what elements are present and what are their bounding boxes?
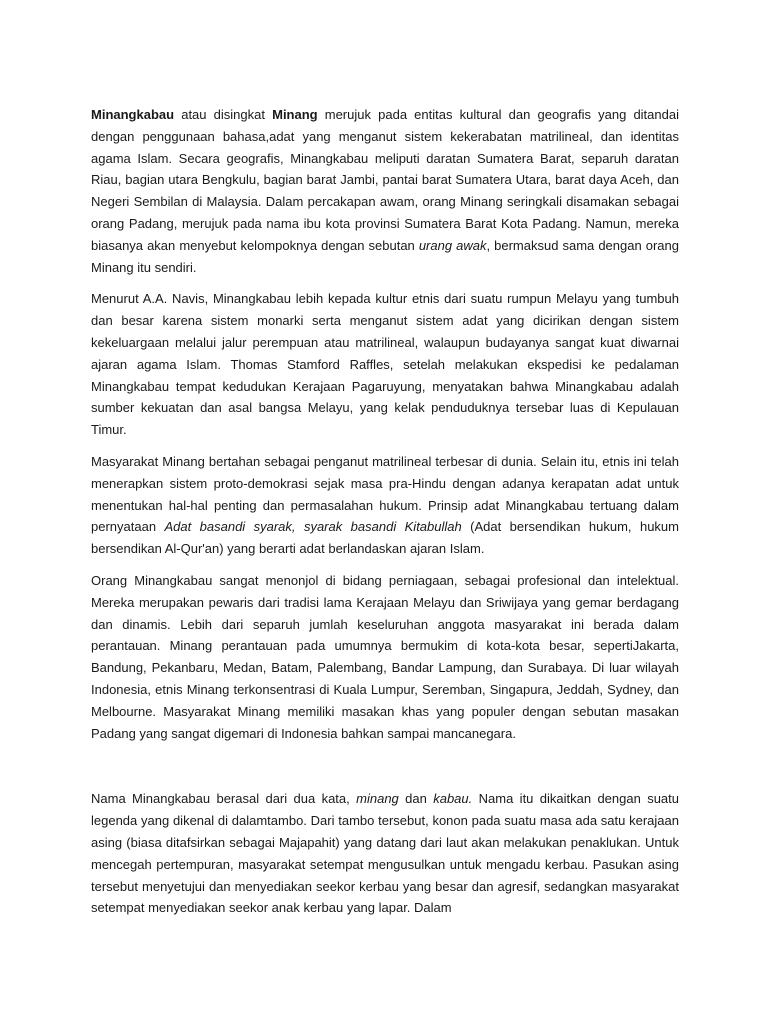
paragraph-2 (91, 288, 679, 441)
paragraph-4 (91, 570, 679, 744)
bold-term: Minangkabau (91, 107, 175, 122)
text-run: atau disingkat (174, 107, 273, 122)
bold-term: Minang (272, 107, 318, 122)
text-run: Menurut A.A. Navis, Minangkabau lebih kepada kultur etnis dari suatu rumpun Melayu yang tumbuh dan besar karena sistem monarki serta menganut sistem adat yang dicirikan dengan sistem kekeluargaan melalui jalur perempuan atau matrilineal, walaupun budayanya sangat kuat diwarnai ajaran agama Islam. Thomas Stamford Raffles, setelah melakukan ekspedisi ke pedalaman Minangkabau tempat kedudukan Kerajaan Pagaruyung, menyatakan bahwa Minangkabau adalah sumber kekuatan dan asal bangsa Melayu, yang kelak penduduknya tersebar luas di Kepulauan Timur. (91, 291, 679, 438)
text-run: dan (398, 791, 434, 807)
paragraph-3 (91, 451, 679, 560)
text-run: merujuk pada entitas kultural dan geografis yang ditandai dengan penggunaan bahasa,adat yang menganut sistem kekerabatan matrilineal, dan identitas agama Islam. Secara geografis, Minangkabau meliputi daratan Sumatera Barat, separuh daratan Riau, bagian utara Bengkulu, bagian barat Jambi, pantai barat Sumatera Utara, barat daya Aceh, dan Negeri Sembilan di Malaysia. Dalam percakapan awam, orang Minang seringkali disamakan sebagai orang Padang, merujuk pada nama ibu kota provinsi Sumatera Barat Kota Padang. Namun, mereka biasanya akan menyebut kelompoknya dengan sebutan (91, 107, 679, 253)
text-run: (Adat bersendikan hukum, hukum bersendikan Al-Qur'an) yang berarti adat berlandaskan ajaran Islam. (91, 519, 679, 557)
italic-term: Adat basandi syarak, syarak basandi Kitabullah (164, 519, 462, 535)
paragraph-5 (91, 788, 679, 919)
text-run: , bermaksud sama dengan orang Minang itu sendiri. (91, 237, 679, 275)
text-run: Orang Minangkabau sangat menonjol di bidang perniagaan, sebagai profesional dan intelektual. Mereka merupakan pewaris dari tradisi lama Kerajaan Melayu dan Sriwijaya yang gemar berdagang dan dinamis. Lebih dari separuh jumlah keseluruhan anggota masyarakat ini berada dalam perantauan. Minang perantauan pada umumnya bermukim di kota-kota besar, sepertiJakarta, Bandung, Pekanbaru, Medan, Batam, Palembang, Bandar Lampung, dan Surabaya. Di luar wilayah Indonesia, etnis Minang terkonsentrasi di Kuala Lumpur, Seremban, Singapura, Jeddah, Sydney, dan Melbourne. Masyarakat Minang memiliki masakan khas yang populer dengan sebutan masakan Padang yang sangat digemari di Indonesia bahkan sampai mancanegara. (91, 572, 679, 741)
italic-term: urang awak (418, 237, 487, 253)
paragraph-1 (91, 104, 679, 278)
document-page (91, 104, 679, 929)
italic-term: kabau. (433, 791, 473, 807)
text-run: Nama itu dikaitkan dengan suatu legenda yang dikenal di dalamtambo. Dari tambo tersebut, konon pada suatu masa ada satu kerajaan asing (biasa ditafsirkan sebagai Majapahit) yang datang dari laut akan melakukan penaklukan. Untuk mencegah pertempuran, masyarakat setempat mengusulkan untuk mengadu kerbau. Pasukan asing tersebut menyetujui dan menyediakan seekor kerbau yang besar dan agresif, sedangkan masyarakat setempat menyediakan seekor anak kerbau yang lapar. Dalam (91, 791, 680, 916)
text-run: Masyarakat Minang bertahan sebagai penganut matrilineal terbesar di dunia. Selain itu, etnis ini telah menerapkan sistem proto-demokrasi sejak masa pra-Hindu dengan adanya kerapatan adat untuk menentukan hal-hal penting dan permasalahan hukum. Prinsip adat Minangkabau tertuang dalam pernyataan (91, 453, 679, 535)
italic-term: minang (356, 791, 399, 807)
text-run: Nama Minangkabau berasal dari dua kata, (91, 791, 357, 807)
